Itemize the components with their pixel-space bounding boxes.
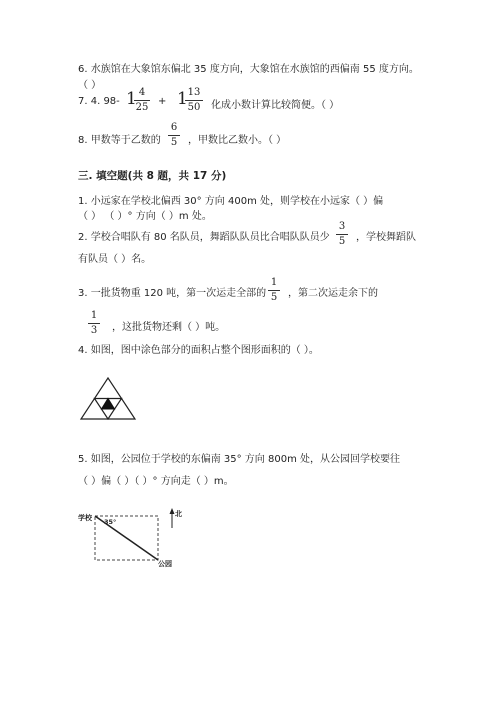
- f3-prefix: 3. 一批货物重 120 吨，第一次运走全部的: [78, 288, 267, 299]
- f2-fraction: [336, 221, 348, 248]
- q7-suffix: 化成小数计算比较简便。（ ）: [211, 100, 340, 111]
- f1-line1: 1. 小远家在学校北偏西 30° 方向 400m 处，则学校在小远家（ ）偏: [78, 196, 384, 207]
- fraction-denominator: 5: [270, 292, 278, 303]
- section-heading: 三. 填空题(共 8 题，共 17 分): [78, 170, 227, 182]
- f2-prefix: 2. 学校合唱队有 80 名队员，舞蹈队队员比合唱队队员少: [78, 232, 330, 243]
- fraction-denominator: 50: [187, 102, 201, 113]
- fraction-denominator: 5: [170, 137, 178, 148]
- q8-prefix: 8. 甲数等于乙数的: [78, 135, 161, 146]
- fraction-bar: [268, 290, 280, 291]
- f1-line2[interactable]: （ ） （ ）° 方向（ ）m 处。: [78, 211, 212, 222]
- q7-mixed1-whole: 1: [126, 89, 137, 109]
- q7-mixed2-whole: 1: [177, 89, 188, 109]
- school-label: 学校: [78, 514, 92, 522]
- q7-mixed2-fraction: [185, 87, 203, 114]
- q6-line1: 6. 水族馆在大象馆东偏北 35 度方向，大象馆在水族馆的西偏南 55 度方向。: [78, 64, 419, 75]
- f3-fraction2: [88, 310, 100, 337]
- f3-suffix: ，这批货物还剩（ ）吨。: [112, 322, 226, 333]
- q7-prefix: 7. 4. 98-: [78, 96, 120, 107]
- fraction-numerator: 4: [138, 87, 146, 98]
- park-label: 公园: [158, 560, 172, 568]
- fraction-numerator: 1: [270, 277, 278, 288]
- q8-fraction: [168, 122, 180, 149]
- fraction-numerator: 13: [187, 87, 201, 98]
- q7-plus: +: [158, 96, 167, 107]
- f3-fraction1: [268, 277, 280, 304]
- shaded-triangle: [102, 399, 115, 410]
- fraction-numerator: 6: [170, 122, 178, 133]
- f5-line2[interactable]: （ ）偏（ ）（ ）° 方向走（ ）m。: [78, 476, 234, 487]
- triangle-figure: [78, 376, 138, 422]
- fraction-numerator: 1: [90, 310, 98, 321]
- q7-mixed1-fraction: [134, 87, 150, 114]
- f3-mid: ，第二次运走余下的: [288, 288, 378, 299]
- fraction-bar: [168, 135, 180, 136]
- school-park-map: [74, 502, 194, 570]
- fraction-denominator: 5: [338, 236, 346, 247]
- fraction-numerator: 3: [338, 221, 346, 232]
- fraction-denominator: 3: [90, 325, 98, 336]
- fraction-bar: [134, 100, 150, 101]
- f2-suffix: ，学校舞蹈队: [356, 232, 416, 243]
- fraction-denominator: 25: [135, 102, 149, 113]
- f4-text: 4. 如图，图中涂色部分的面积占整个图形面积的（ ）。: [78, 345, 319, 356]
- q8-suffix: ，甲数比乙数小。（ ）: [188, 135, 287, 146]
- f2-line2[interactable]: 有队员（ ）名。: [78, 254, 152, 265]
- angle-label: 35°: [104, 518, 117, 526]
- fraction-bar: [185, 100, 203, 101]
- fraction-bar: [336, 234, 348, 235]
- q6-answer-blank[interactable]: （ ）: [78, 80, 102, 91]
- fraction-bar: [88, 323, 100, 324]
- north-arrow-icon: [170, 508, 175, 514]
- north-label: 北: [175, 510, 182, 518]
- f5-line1: 5. 如图，公园位于学校的东偏南 35° 方向 800m 处，从公园回学校要往: [78, 454, 400, 465]
